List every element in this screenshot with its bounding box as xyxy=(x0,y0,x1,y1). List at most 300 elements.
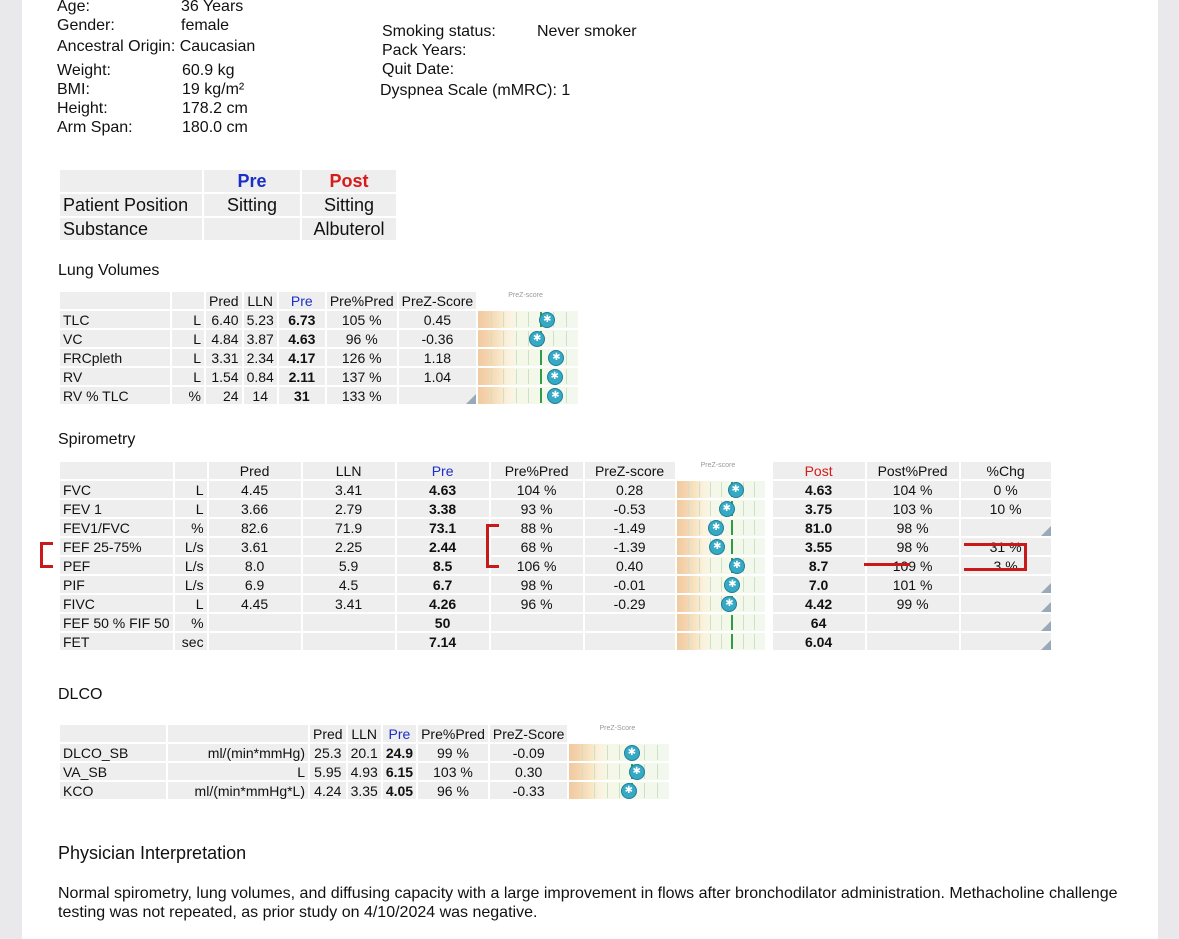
dl-1-lln: 4.93 xyxy=(348,763,381,780)
sp-5-postpct: 101 % xyxy=(867,576,959,593)
sp-0-postpct: 104 % xyxy=(867,481,959,498)
sp-1-zscore: -0.53 xyxy=(585,500,675,517)
sp-0-zbar-tick xyxy=(699,482,700,497)
sp-2-zbar-tick xyxy=(688,520,689,535)
dlco-body xyxy=(60,744,669,799)
sp-8-zbar-tick xyxy=(754,634,755,649)
substance-pre xyxy=(204,218,300,240)
sp-0-lln: 3.41 xyxy=(303,481,395,498)
dl-2-zscore: -0.33 xyxy=(490,782,568,799)
lung-volumes-body xyxy=(60,311,578,404)
lv-2-pred: 3.31 xyxy=(206,349,242,366)
sp-8-pre: 7.14 xyxy=(397,633,489,650)
sp-2-zplot xyxy=(677,519,765,536)
sp-0-post: 4.63 xyxy=(773,481,865,498)
sp-0-pctpred: 104 % xyxy=(491,481,583,498)
sp-3-zscore-marker: ✱ xyxy=(709,539,725,555)
lv-row xyxy=(60,349,578,366)
lv-3-zbar xyxy=(478,368,578,385)
lv-1-zplot xyxy=(478,330,578,347)
sp-4-chg: 3 % xyxy=(961,557,1051,574)
sp-4-lln: 5.9 xyxy=(303,557,395,574)
sp-3-name: FEF 25-75% xyxy=(60,538,173,555)
lv-head-unit xyxy=(172,292,204,309)
lv-0-zbar-tick xyxy=(503,312,504,327)
weight-value: 60.9 kg xyxy=(182,62,235,79)
sp-3-unit: L/s xyxy=(175,538,207,555)
sp-5-gap xyxy=(767,576,771,593)
sp-2-zbar-tick xyxy=(754,520,755,535)
sp-3-zbar-tick xyxy=(688,539,689,554)
sp-1-pre: 3.38 xyxy=(397,500,489,517)
dl-0-pre: 24.9 xyxy=(383,744,416,761)
lv-1-zscore: -0.36 xyxy=(399,330,477,347)
sp-5-zbar-tick xyxy=(688,577,689,592)
sp-3-pred: 3.61 xyxy=(209,538,301,555)
lv-4-zbar-tick xyxy=(503,388,504,403)
sp-4-gap xyxy=(767,557,771,574)
dl-head-pre: Pre xyxy=(383,725,416,742)
dl-head-name xyxy=(60,725,166,742)
sp-6-pre: 4.26 xyxy=(397,595,489,612)
lv-2-zscore: 1.18 xyxy=(399,349,477,366)
sp-3-chg: 31 % xyxy=(961,538,1051,555)
sp-row xyxy=(60,576,1051,593)
sp-3-zscore: -1.39 xyxy=(585,538,675,555)
sp-2-pred: 82.6 xyxy=(209,519,301,536)
sp-8-pctpred xyxy=(491,633,583,650)
sp-head-unit xyxy=(175,462,207,479)
lv-head-pred: Pred xyxy=(206,292,242,309)
sp-8-unit: sec xyxy=(175,633,207,650)
sp-8-chg xyxy=(961,633,1051,650)
sp-4-zbar-tick xyxy=(754,558,755,573)
lv-0-zbar xyxy=(478,311,578,328)
sp-4-zbar-tick xyxy=(688,558,689,573)
lv-1-zbar-tick xyxy=(566,331,567,346)
lv-head-zscore: PreZ-Score xyxy=(399,292,477,309)
dl-0-name: DLCO_SB xyxy=(60,744,166,761)
sp-2-pctpred: 88 % xyxy=(491,519,583,536)
dl-2-zbar-tick xyxy=(607,783,608,798)
lv-2-zbar-tick xyxy=(503,350,504,365)
sp-4-postpct: 109 % xyxy=(867,557,959,574)
sp-4-zbar-tick xyxy=(699,558,700,573)
armspan-label: Arm Span: xyxy=(57,119,133,136)
annotation-bracket-chg xyxy=(964,543,1027,571)
dl-1-zbar-tick xyxy=(607,764,608,779)
sp-5-zbar-tick xyxy=(721,577,722,592)
dl-1-zscore: 0.30 xyxy=(490,763,568,780)
lv-4-zscore xyxy=(399,387,477,404)
sp-7-zplot xyxy=(677,614,765,631)
dl-2-zbar-tick xyxy=(644,783,645,798)
lv-1-pre: 4.63 xyxy=(279,330,325,347)
lv-1-pred: 4.84 xyxy=(206,330,242,347)
gender-value: female xyxy=(181,17,230,34)
dl-0-zbar-tick xyxy=(644,745,645,760)
dl-0-pred: 25.3 xyxy=(310,744,346,761)
sp-3-zbar-pred-line xyxy=(731,539,733,554)
sp-8-lln xyxy=(303,633,395,650)
lv-4-zbar-pred-line xyxy=(540,388,542,403)
annotation-bracket-pctpred xyxy=(486,524,499,568)
lv-1-zbar-tick xyxy=(516,331,517,346)
annotation-underline-postpct xyxy=(864,563,910,566)
lv-0-pred: 6.40 xyxy=(206,311,242,328)
dl-row xyxy=(60,763,669,780)
sp-1-chg: 10 % xyxy=(961,500,1051,517)
lv-4-unit: % xyxy=(172,387,204,404)
sp-6-chg xyxy=(961,595,1051,612)
lv-4-zbar-tick xyxy=(516,388,517,403)
sp-6-zscore: -0.29 xyxy=(585,595,675,612)
sp-7-postpct xyxy=(867,614,959,631)
sp-7-pred xyxy=(209,614,301,631)
sp-7-zbar-tick xyxy=(710,615,711,630)
sp-2-lln: 71.9 xyxy=(303,519,395,536)
sp-row xyxy=(60,633,1051,650)
sp-7-chg xyxy=(961,614,1051,631)
sp-4-name: PEF xyxy=(60,557,173,574)
sp-4-zbar xyxy=(677,557,765,574)
sp-2-name: FEV1/FVC xyxy=(60,519,173,536)
dl-0-lln: 20.1 xyxy=(348,744,381,761)
lv-head-name xyxy=(60,292,170,309)
dl-head-pctpred: Pre%Pred xyxy=(418,725,488,742)
sp-1-gap xyxy=(767,500,771,517)
lv-0-unit: L xyxy=(172,311,204,328)
lv-3-pre: 2.11 xyxy=(279,368,325,385)
lv-head-zscore-plot xyxy=(478,292,578,309)
lv-1-pctpred: 96 % xyxy=(327,330,397,347)
lv-2-zbar-tick xyxy=(491,350,492,365)
dl-0-zscore: -0.09 xyxy=(490,744,568,761)
dl-0-zbar-tick xyxy=(657,745,658,760)
age-label: Age: xyxy=(57,0,90,15)
sp-6-pctpred: 96 % xyxy=(491,595,583,612)
substance-label: Substance xyxy=(60,218,202,240)
dl-1-zbar xyxy=(569,763,669,780)
lv-row xyxy=(60,368,578,385)
sp-1-zscore-marker: ✱ xyxy=(719,501,735,517)
sp-2-chg xyxy=(961,519,1051,536)
sp-0-zplot xyxy=(677,481,765,498)
sp-4-zscore-marker: ✱ xyxy=(729,558,745,574)
sp-row xyxy=(60,519,1051,536)
sp-8-zscore xyxy=(585,633,675,650)
sp-row xyxy=(60,481,1051,498)
sp-7-corner-marker xyxy=(1041,621,1051,631)
lv-2-zscore-marker: ✱ xyxy=(548,350,564,366)
sp-5-post: 7.0 xyxy=(773,576,865,593)
lv-3-zbar-tick xyxy=(566,369,567,384)
sp-0-zscore: 0.28 xyxy=(585,481,675,498)
sp-0-zbar xyxy=(677,481,765,498)
sp-7-zbar-pred-line xyxy=(731,615,733,630)
dl-head-unit xyxy=(168,725,308,742)
lv-head-pctpred: Pre%Pred xyxy=(327,292,397,309)
dl-2-unit: ml/(min*mmHg*L) xyxy=(168,782,308,799)
lv-3-zbar-tick xyxy=(516,369,517,384)
sp-8-postpct xyxy=(867,633,959,650)
dyspnea-scale: Dyspnea Scale (mMRC): 1 xyxy=(380,82,571,99)
sp-2-unit: % xyxy=(175,519,207,536)
sp-4-post: 8.7 xyxy=(773,557,865,574)
dl-head-zscore-plot xyxy=(569,725,669,742)
lv-1-unit: L xyxy=(172,330,204,347)
sp-2-post: 81.0 xyxy=(773,519,865,536)
sp-8-zbar-tick xyxy=(710,634,711,649)
height-label: Height: xyxy=(57,100,108,117)
sp-7-pctpred xyxy=(491,614,583,631)
lv-3-zbar-tick xyxy=(528,369,529,384)
sp-4-zscore: 0.40 xyxy=(585,557,675,574)
sp-0-pre: 4.63 xyxy=(397,481,489,498)
lv-3-zscore-marker: ✱ xyxy=(547,369,563,385)
sp-3-pctpred: 68 % xyxy=(491,538,583,555)
sp-row xyxy=(60,614,1051,631)
age-value: 36 Years xyxy=(181,0,244,15)
sp-7-lln xyxy=(303,614,395,631)
sp-4-unit: L/s xyxy=(175,557,207,574)
lv-0-zbar-tick xyxy=(528,312,529,327)
lv-0-zbar-tick xyxy=(566,312,567,327)
lv-3-zplot xyxy=(478,368,578,385)
sp-5-zplot xyxy=(677,576,765,593)
origin-row xyxy=(57,37,255,56)
sp-1-pred: 3.66 xyxy=(209,500,301,517)
dl-1-zbar-tick xyxy=(582,764,583,779)
sp-5-zbar-tick xyxy=(699,577,700,592)
sp-1-zplot xyxy=(677,500,765,517)
sp-8-gap xyxy=(767,633,771,650)
sp-6-zbar-tick xyxy=(710,596,711,611)
sp-1-lln: 2.79 xyxy=(303,500,395,517)
lv-0-zscore: 0.45 xyxy=(399,311,477,328)
sp-5-chg xyxy=(961,576,1051,593)
sp-0-unit: L xyxy=(175,481,207,498)
sp-2-zscore-marker: ✱ xyxy=(708,520,724,536)
sp-6-zbar-tick xyxy=(754,596,755,611)
sp-6-postpct: 99 % xyxy=(867,595,959,612)
sp-0-zbar-tick xyxy=(721,482,722,497)
substance-post: Albuterol xyxy=(302,218,396,240)
lv-head-pre: Pre xyxy=(279,292,325,309)
lv-2-zbar-pred-line xyxy=(540,350,542,365)
lv-1-zbar-tick xyxy=(553,331,554,346)
sp-2-zbar-tick xyxy=(699,520,700,535)
lv-3-zbar-tick xyxy=(503,369,504,384)
report-page xyxy=(22,0,1158,939)
lv-2-zbar-tick xyxy=(566,350,567,365)
conditions-corner xyxy=(60,170,202,192)
sp-zplot-title: PreZ-score xyxy=(700,462,736,469)
pack-years-label: Pack Years: xyxy=(382,42,467,59)
weight-label: Weight: xyxy=(57,62,111,79)
sp-5-pre: 6.7 xyxy=(397,576,489,593)
sp-head-lln: LLN xyxy=(303,462,395,479)
sp-6-zplot xyxy=(677,595,765,612)
lv-3-name: RV xyxy=(60,368,170,385)
sp-4-pctpred: 106 % xyxy=(491,557,583,574)
dl-1-name: VA_SB xyxy=(60,763,166,780)
sp-head-chg: %Chg xyxy=(961,462,1051,479)
lv-3-zbar-tick xyxy=(491,369,492,384)
sp-3-post: 3.55 xyxy=(773,538,865,555)
sp-0-zbar-tick xyxy=(710,482,711,497)
dl-1-zbar-tick xyxy=(657,764,658,779)
lv-1-zbar xyxy=(478,330,578,347)
dl-0-zbar-tick xyxy=(619,745,620,760)
lv-4-pre: 31 xyxy=(279,387,325,404)
sp-6-pred: 4.45 xyxy=(209,595,301,612)
lv-2-pctpred: 126 % xyxy=(327,349,397,366)
sp-1-name: FEV 1 xyxy=(60,500,173,517)
dl-2-pred: 4.24 xyxy=(310,782,346,799)
sp-5-unit: L/s xyxy=(175,576,207,593)
sp-3-zbar-tick xyxy=(743,539,744,554)
dl-2-name: KCO xyxy=(60,782,166,799)
dlco-title: DLCO xyxy=(58,686,103,703)
sp-7-zbar-tick xyxy=(699,615,700,630)
sp-5-zscore-marker: ✱ xyxy=(724,577,740,593)
sp-1-zbar-tick xyxy=(688,501,689,516)
sp-1-zbar-tick xyxy=(710,501,711,516)
sp-8-name: FET xyxy=(60,633,173,650)
sp-7-post: 64 xyxy=(773,614,865,631)
origin-value: Caucasian xyxy=(179,38,256,55)
sp-row xyxy=(60,538,1051,555)
sp-row xyxy=(60,595,1051,612)
sp-0-zscore-marker: ✱ xyxy=(728,482,744,498)
sp-0-zbar-tick xyxy=(688,482,689,497)
sp-3-zbar-tick xyxy=(699,539,700,554)
lv-4-pred: 24 xyxy=(206,387,242,404)
dl-0-pctpred: 99 % xyxy=(418,744,488,761)
dl-head-pred: Pred xyxy=(310,725,346,742)
sp-8-zbar-pred-line xyxy=(731,634,733,649)
bmi-value: 19 kg/m² xyxy=(182,81,245,98)
dl-0-zbar-tick xyxy=(594,745,595,760)
sp-6-zbar-tick xyxy=(688,596,689,611)
sp-2-corner-marker xyxy=(1041,526,1051,536)
sp-8-zbar xyxy=(677,633,765,650)
sp-6-post: 4.42 xyxy=(773,595,865,612)
lv-head-lln: LLN xyxy=(244,292,277,309)
lv-2-zbar-tick xyxy=(516,350,517,365)
sp-6-zbar-tick xyxy=(743,596,744,611)
lv-0-zbar-tick xyxy=(491,312,492,327)
lv-2-zbar xyxy=(478,349,578,366)
sp-2-postpct: 98 % xyxy=(867,519,959,536)
dl-0-zbar xyxy=(569,744,669,761)
dl-2-zbar-tick xyxy=(582,783,583,798)
sp-6-lln: 3.41 xyxy=(303,595,395,612)
sp-4-pred: 8.0 xyxy=(209,557,301,574)
sp-3-lln: 2.25 xyxy=(303,538,395,555)
sp-3-zbar-tick xyxy=(754,539,755,554)
bmi-label: BMI: xyxy=(57,81,90,98)
lv-0-name: TLC xyxy=(60,311,170,328)
sp-6-gap xyxy=(767,595,771,612)
smoking-value: Never smoker xyxy=(537,23,637,40)
dl-2-zbar-tick xyxy=(594,783,595,798)
sp-1-pctpred: 93 % xyxy=(491,500,583,517)
sp-2-pre: 73.1 xyxy=(397,519,489,536)
interpretation-body: Normal spirometry, lung volumes, and diffusing capacity with a large improvement in flows after bronchodilator administration. Methacholine challenge testing was not repeated, as prior study on 4/10/2024 was negative. xyxy=(58,885,1118,921)
lv-3-zbar-pred-line xyxy=(540,369,542,384)
conditions-table xyxy=(58,168,398,242)
sp-0-pred: 4.45 xyxy=(209,481,301,498)
sp-3-zplot xyxy=(677,538,765,555)
sp-2-zscore: -1.49 xyxy=(585,519,675,536)
dl-zplot-title: PreZ-Score xyxy=(599,725,636,732)
sp-7-zbar-tick xyxy=(721,615,722,630)
lv-0-pre: 6.73 xyxy=(279,311,325,328)
lv-4-lln: 14 xyxy=(244,387,277,404)
sp-0-name: FVC xyxy=(60,481,173,498)
sp-row xyxy=(60,500,1051,517)
sp-5-name: PIF xyxy=(60,576,173,593)
sp-7-gap xyxy=(767,614,771,631)
sp-1-zbar-tick xyxy=(743,501,744,516)
lv-0-lln: 5.23 xyxy=(244,311,277,328)
pre-header: Pre xyxy=(204,170,300,192)
sp-3-zbar xyxy=(677,538,765,555)
sp-1-post: 3.75 xyxy=(773,500,865,517)
sp-8-zplot xyxy=(677,633,765,650)
gender-label: Gender: xyxy=(57,17,115,34)
lv-1-lln: 3.87 xyxy=(244,330,277,347)
sp-1-unit: L xyxy=(175,500,207,517)
lv-row xyxy=(60,330,578,347)
dl-0-zbar-tick xyxy=(582,745,583,760)
dl-2-lln: 3.35 xyxy=(348,782,381,799)
dlco-table xyxy=(58,723,671,801)
sp-4-zbar-tick xyxy=(721,558,722,573)
sp-6-zscore-marker: ✱ xyxy=(721,596,737,612)
dl-2-pre: 4.05 xyxy=(383,782,416,799)
lv-row xyxy=(60,387,578,404)
sp-8-zbar-tick xyxy=(699,634,700,649)
sp-7-zbar-tick xyxy=(754,615,755,630)
lv-1-name: VC xyxy=(60,330,170,347)
interpretation-title: Physician Interpretation xyxy=(58,843,247,863)
lv-4-name: RV % TLC xyxy=(60,387,170,404)
sp-0-zbar-tick xyxy=(754,482,755,497)
lv-0-zplot xyxy=(478,311,578,328)
lv-4-zbar xyxy=(478,387,578,404)
sp-5-zscore: -0.01 xyxy=(585,576,675,593)
sp-5-lln: 4.5 xyxy=(303,576,395,593)
lv-3-zscore: 1.04 xyxy=(399,368,477,385)
sp-4-pre: 8.5 xyxy=(397,557,489,574)
lung-volumes-table xyxy=(58,290,580,406)
dl-1-pctpred: 103 % xyxy=(418,763,488,780)
lv-2-unit: L xyxy=(172,349,204,366)
sp-head-zscore: PreZ-score xyxy=(585,462,675,479)
lv-row xyxy=(60,311,578,328)
dl-2-zbar xyxy=(569,782,669,799)
sp-1-zbar xyxy=(677,500,765,517)
sp-2-zbar-tick xyxy=(743,520,744,535)
lv-2-pre: 4.17 xyxy=(279,349,325,366)
smoking-label: Smoking status: xyxy=(382,23,496,40)
sp-head-pre: Pre xyxy=(397,462,489,479)
dl-2-pctpred: 96 % xyxy=(418,782,488,799)
lv-4-zbar-tick xyxy=(528,388,529,403)
